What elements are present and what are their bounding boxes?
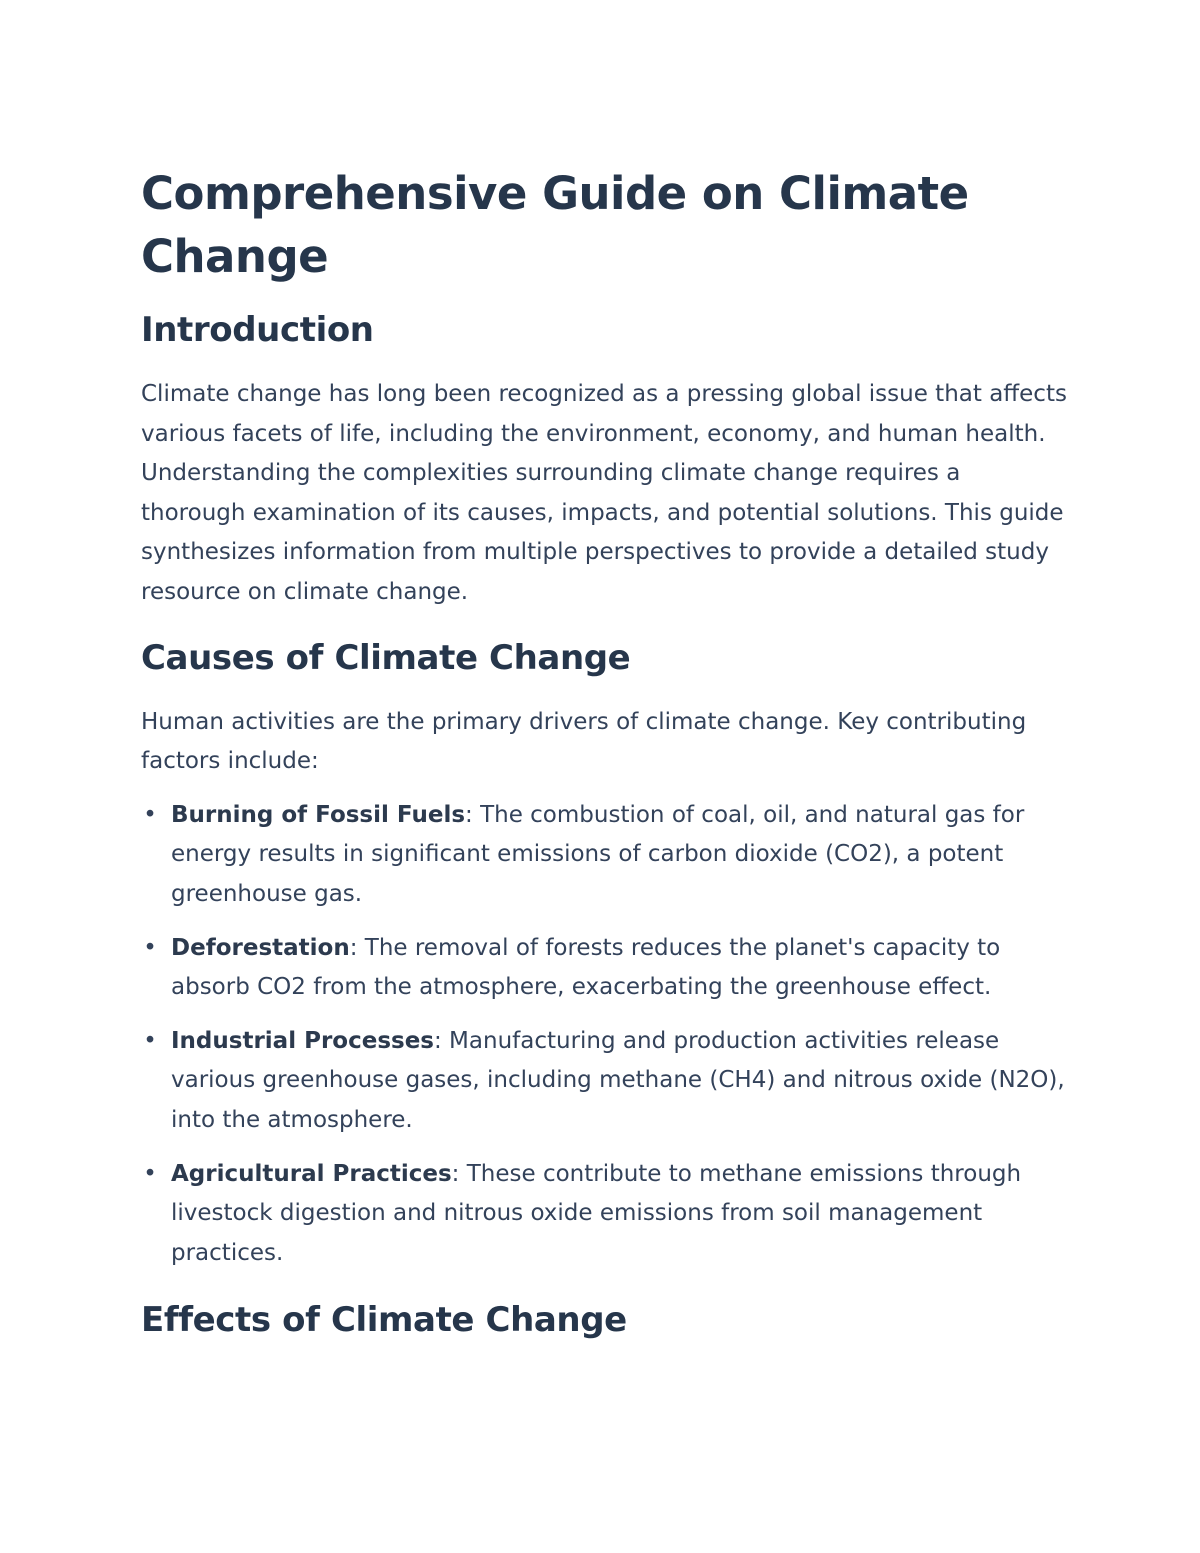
list-item: [141, 929, 1071, 1008]
bullet-icon: •: [143, 801, 157, 828]
list-item-term: Agricultural Practices: [171, 1160, 452, 1187]
list-item: [141, 1022, 1071, 1141]
list-item-term: Industrial Processes: [171, 1027, 434, 1054]
list-item: [141, 796, 1071, 915]
list-item-description: : The combustion of coal, oil, and natural gas for energy results in significant emissions of carbon dioxide (CO2), a potent greenhouse gas.: [171, 801, 1025, 907]
introduction-heading: Introduction: [141, 310, 374, 350]
list-item-description: : The removal of forests reduces the planet's capacity to absorb CO2 from the atmosphere, exacerbating the greenhouse effect.: [171, 934, 1001, 1001]
document-page: [141, 162, 1071, 1343]
effects-heading: Effects of Climate Change: [141, 1300, 627, 1341]
list-item: [141, 1155, 1071, 1274]
list-item-term: Deforestation: [171, 934, 350, 961]
list-item-description: : Manufacturing and production activities release various greenhouse gases, including methane (CH4) and nitrous oxide (N2O), into the atmosphere.: [171, 1027, 1065, 1133]
introduction-paragraph: Climate change has long been recognized as a pressing global issue that affects various facets of life, including the environment, economy, and human health. Understanding the complexities surrounding climate change requires a thorough examination of its causes, impacts, and potential solutions. This guide synthesizes information from multiple perspectives to provide a detailed study resource on climate change.: [141, 381, 1067, 605]
page-title: Comprehensive Guide on Climate Change: [141, 167, 969, 283]
list-item-description: : These contribute to methane emissions through livestock digestion and nitrous oxide emissions from soil management practices.: [171, 1160, 1022, 1266]
list-item-term: Burning of Fossil Fuels: [171, 801, 466, 828]
causes-list: [141, 796, 1071, 1274]
bullet-icon: •: [143, 1160, 157, 1187]
bullet-icon: •: [143, 934, 157, 961]
bullet-icon: •: [143, 1027, 157, 1054]
causes-heading: Causes of Climate Change: [141, 637, 631, 678]
causes-paragraph: Human activities are the primary drivers of climate change. Key contributing factors include:: [141, 708, 1027, 775]
